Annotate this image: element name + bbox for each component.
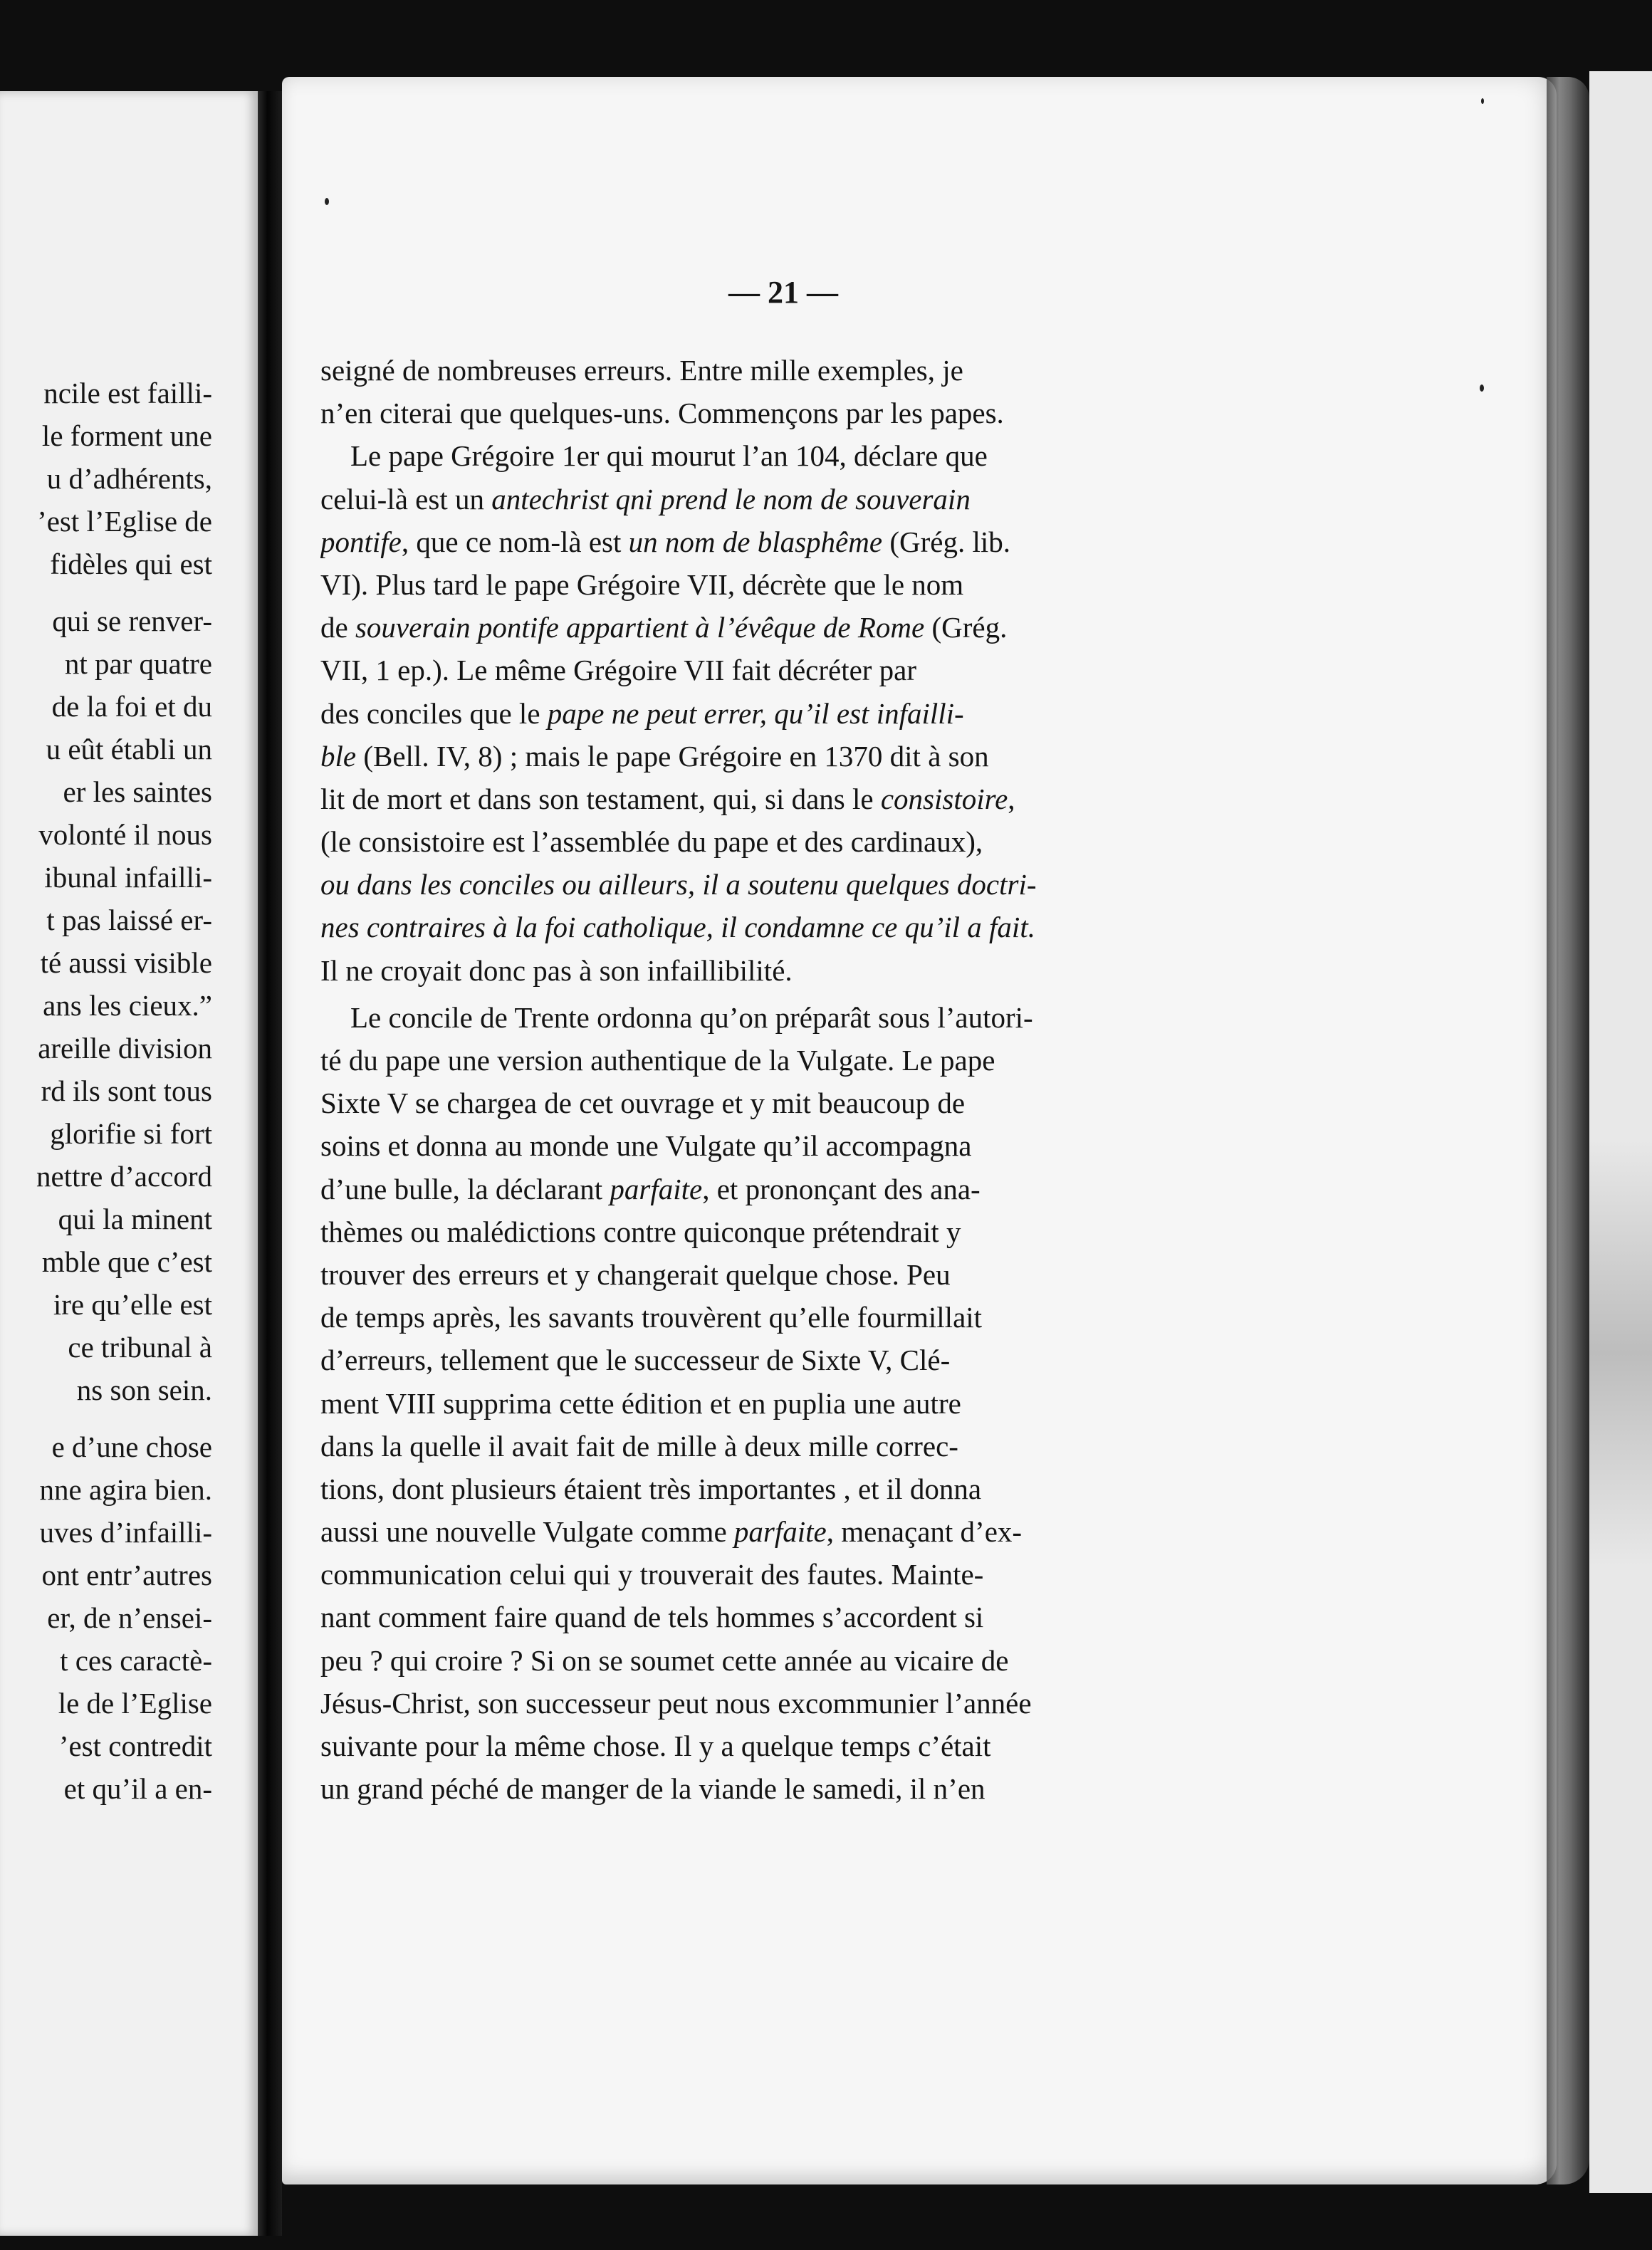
text-run: seigné de nombreuses erreurs. Entre mille exemples, je <box>320 354 963 387</box>
text-run: de <box>320 611 355 644</box>
body-text <box>320 349 1218 1810</box>
italic-run: pontife <box>320 525 402 558</box>
text-run: VI). Plus tard le pape Grégoire VII, décrète que le nom <box>320 567 964 601</box>
italic-run: un nom de blasphême <box>628 525 883 558</box>
facing-page-text <box>0 372 212 1810</box>
text-line <box>320 1553 1218 1596</box>
facing-page-line: le forment une <box>41 419 212 452</box>
text-run: d’erreurs, tellement que le successeur de Sixte V, Clé- <box>320 1344 951 1377</box>
facing-page-line: u eût établi un <box>46 733 212 765</box>
facing-page-line: ’est l’Eglise de <box>37 505 212 538</box>
text-run: n’en citerai que quelques-uns. Commençons par les papes. <box>320 397 1004 430</box>
text-line <box>320 1039 1218 1082</box>
text-line <box>320 1510 1218 1553</box>
text-run: dans la quelle il avait fait de mille à deux mille correc- <box>320 1429 958 1462</box>
facing-page-line: nt par quatre <box>64 647 212 680</box>
text-line <box>320 1425 1218 1467</box>
facing-page-line: qui la minent <box>58 1203 212 1235</box>
text-run: ment VIII supprima cette édition et en puplia une autre <box>320 1386 961 1420</box>
text-run: celui-là est un <box>320 482 492 516</box>
text-run: (Bell. IV, 8) ; mais le pape Grégoire en 1370 dit à son <box>356 739 989 773</box>
italic-run: ou dans les conciles ou ailleurs, il a soutenu quelques doctri- <box>320 868 1037 901</box>
facing-page-line: qui se renver- <box>52 605 212 637</box>
text-run: Jésus-Christ, son successeur peut nous excommunier l’année <box>320 1686 1032 1720</box>
text-line <box>320 1382 1218 1425</box>
text-line <box>320 735 1218 778</box>
text-line <box>320 1082 1218 1124</box>
text-run: tions, dont plusieurs étaient très importantes , et il donna <box>320 1472 982 1505</box>
facing-page-line: nettre d’accord <box>36 1160 212 1193</box>
italic-run: souverain pontife appartient à l’évêque de Rome <box>355 611 925 644</box>
facing-page-line: ncile est failli- <box>43 377 212 409</box>
facing-page-line: e d’une chose <box>51 1430 212 1463</box>
text-line <box>320 434 1218 477</box>
italic-run: parfaite <box>610 1172 703 1205</box>
text-line <box>320 520 1218 563</box>
text-run: lit de mort et dans son testament, qui, si dans le <box>320 782 881 815</box>
text-line <box>320 1596 1218 1638</box>
text-run: thèmes ou malédictions contre quiconque prétendrait y <box>320 1215 961 1248</box>
text-run: Le concile de Trente ordonna qu’on préparât sous l’autori- <box>350 1000 1033 1034</box>
facing-page-line: ns son sein. <box>76 1373 212 1406</box>
text-run: Sixte V se chargea de cet ouvrage et y mit beaucoup de <box>320 1087 966 1120</box>
next-page-strip <box>1589 71 1652 2193</box>
page-number: — 21 — <box>728 275 838 310</box>
text-line <box>320 1725 1218 1767</box>
text-run: peu ? qui croire ? Si on se soumet cette année au vicaire de <box>320 1643 1009 1677</box>
text-line <box>320 1467 1218 1510</box>
text-line <box>320 906 1218 948</box>
facing-page-line: glorifie si fort <box>50 1117 212 1150</box>
facing-page-line: volonté il nous <box>38 818 212 851</box>
text-run: Il ne croyait donc pas à son infaillibilité. <box>320 953 793 987</box>
text-line <box>320 820 1218 863</box>
facing-page-line: ’est contredit <box>58 1730 212 1762</box>
text-run: VII, 1 ep.). Le même Grégoire VII fait décréter par <box>320 654 917 687</box>
text-line <box>320 478 1218 520</box>
text-line <box>320 1339 1218 1381</box>
facing-page-line: ont entr’autres <box>41 1559 212 1591</box>
facing-page-line: u d’adhérents, <box>46 462 212 495</box>
italic-run: ble <box>320 739 357 773</box>
text-line <box>320 1296 1218 1339</box>
text-line <box>320 1124 1218 1167</box>
text-run: suivante pour la même chose. Il y a quelque temps c’était <box>320 1730 991 1762</box>
text-run: , que ce nom-là est <box>401 525 629 558</box>
scan-speck <box>1481 98 1484 104</box>
italic-run: pape ne peut errer, qu’il est infailli- <box>547 696 964 730</box>
text-line <box>320 1682 1218 1725</box>
text-run: de temps après, les savants trouvèrent qu’elle fourmillait <box>320 1301 983 1334</box>
text-line <box>320 1210 1218 1253</box>
text-line <box>320 863 1218 906</box>
scan-speck <box>1480 384 1484 392</box>
page-edge-shadow <box>1547 77 1589 2184</box>
text-run: (le consistoire est l’assemblée du pape et des cardinaux), <box>320 825 983 859</box>
text-line <box>320 1253 1218 1296</box>
text-line <box>320 392 1218 434</box>
book-gutter <box>258 91 282 2236</box>
text-run: (Grég. <box>924 611 1008 644</box>
facing-page-line: er les saintes <box>63 775 212 808</box>
text-run: Le pape Grégoire 1er qui mourut l’an 104, déclare que <box>350 439 988 473</box>
facing-page-line: nne agira bien. <box>39 1473 212 1506</box>
text-line <box>320 563 1218 606</box>
facing-page-line: ibunal infailli- <box>44 861 212 894</box>
text-run: (Grég. lib. <box>882 525 1010 558</box>
facing-page-line: areille division <box>38 1032 212 1064</box>
text-run: un grand péché de manger de la viande le samedi, il n’en <box>320 1772 986 1806</box>
italic-run: antechrist qni prend le nom de souverain <box>491 482 971 516</box>
text-run: soins et donna au monde une Vulgate qu’il accompagna <box>320 1129 972 1163</box>
italic-run: consistoire <box>880 782 1008 815</box>
facing-page-line: ire qu’elle est <box>53 1288 212 1321</box>
scan-speck <box>325 198 329 205</box>
text-line <box>320 1639 1218 1682</box>
facing-page-line: et qu’il a en- <box>63 1772 212 1805</box>
facing-page-line: t pas laissé er- <box>46 904 212 936</box>
facing-page-left <box>0 91 258 2236</box>
facing-page-line: fidèles qui est <box>50 548 212 580</box>
text-line <box>320 692 1218 735</box>
text-run: aussi une nouvelle Vulgate comme <box>320 1515 734 1549</box>
text-run: trouver des erreurs et y changerait quelque chose. Peu <box>320 1257 951 1291</box>
next-page-shade <box>1589 1139 1652 1566</box>
text-line <box>320 1168 1218 1210</box>
italic-run: nes contraires à la foi catholique, il condamne ce qu’il a fait. <box>320 911 1035 944</box>
facing-page-line: uves d’infailli- <box>39 1516 212 1549</box>
text-run: d’une bulle, la déclarant <box>320 1172 610 1205</box>
text-run: , et prononçant des ana- <box>702 1172 981 1205</box>
facing-page-line: ans les cieux.” <box>43 989 212 1022</box>
text-line <box>320 778 1218 820</box>
facing-page-line: t ces caractè- <box>60 1644 212 1677</box>
text-line <box>320 996 1218 1039</box>
facing-page-line: le de l’Eglise <box>58 1687 212 1720</box>
text-run: communication celui qui y trouverait des fautes. Mainte- <box>320 1558 984 1591</box>
facing-page-line: té aussi visible <box>40 946 212 979</box>
facing-page-line: rd ils sont tous <box>41 1074 212 1107</box>
text-run: , <box>1008 782 1015 815</box>
facing-page-line: mble que c’est <box>41 1245 212 1278</box>
text-run: té du pape une version authentique de la Vulgate. Le pape <box>320 1044 995 1077</box>
text-run: , menaçant d’ex- <box>826 1515 1023 1549</box>
text-run: nant comment faire quand de tels hommes s’accordent si <box>320 1601 984 1634</box>
facing-page-line: ce tribunal à <box>68 1331 212 1364</box>
italic-run: parfaite <box>733 1515 827 1549</box>
text-run: des conciles que le <box>320 696 548 730</box>
text-line <box>320 649 1218 691</box>
text-line <box>320 949 1218 992</box>
text-line <box>320 606 1218 649</box>
text-line <box>320 349 1218 392</box>
facing-page-line: de la foi et du <box>51 690 212 723</box>
facing-page-line: er, de n’ensei- <box>47 1601 212 1634</box>
text-line <box>320 1767 1218 1810</box>
